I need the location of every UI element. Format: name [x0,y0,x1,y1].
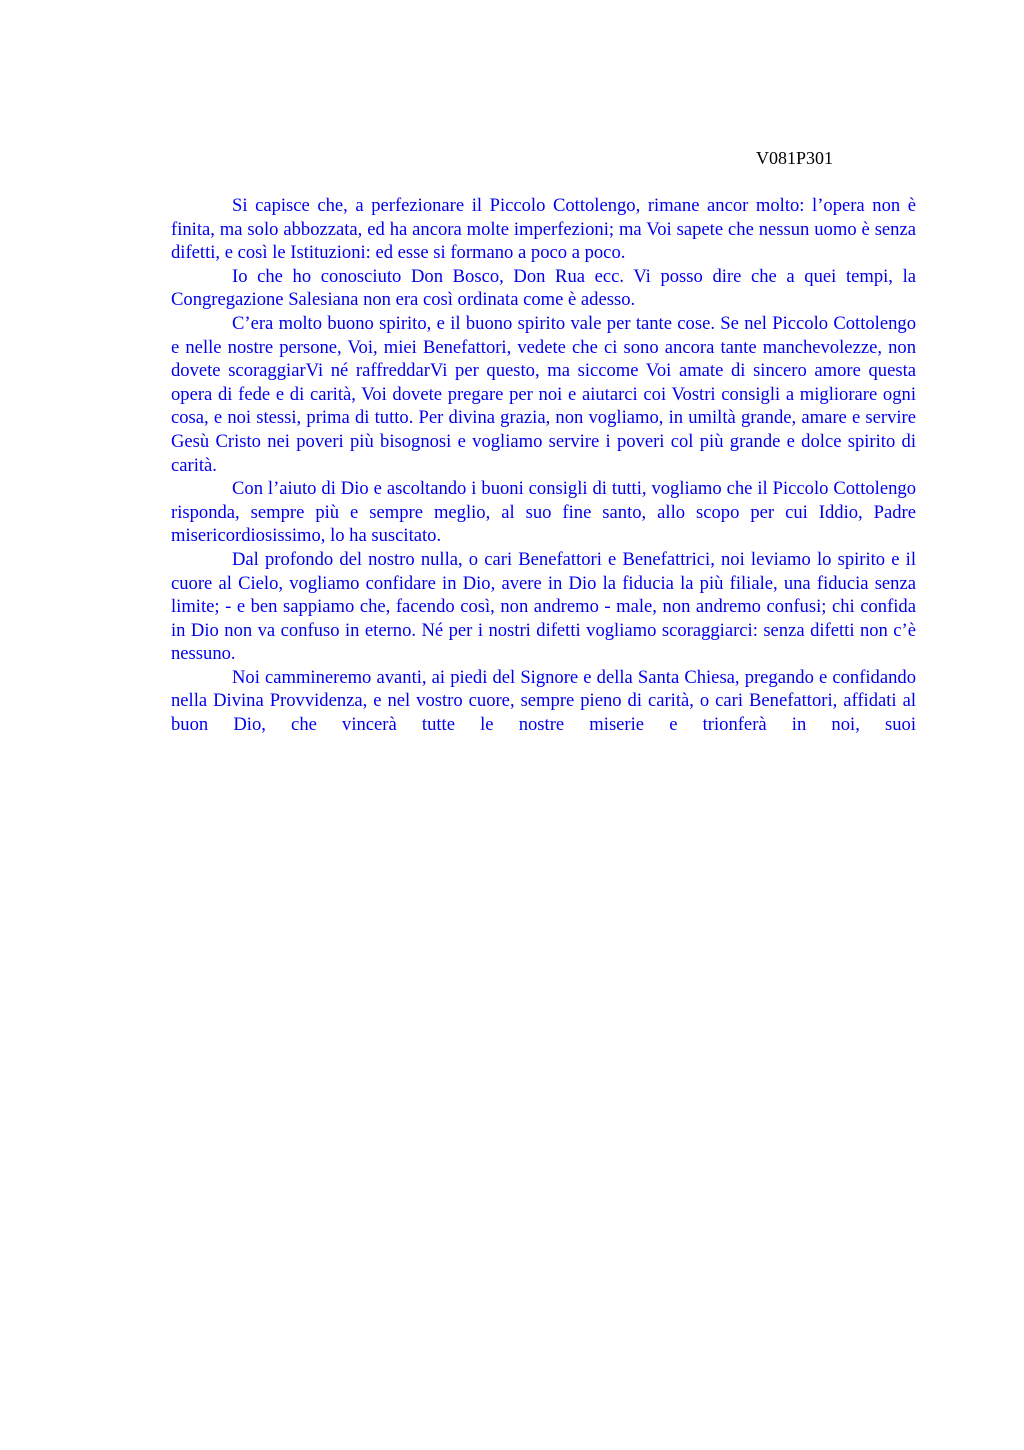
paragraph-5: Dal profondo del nostro nulla, o cari Benefattori e Benefattrici, noi leviamo lo spirito e il cuore al Cielo, vogliamo confidare in Dio, avere in Dio la fiducia la più filiale, una fiducia senza limite; - e ben sappiamo che, facendo così, non andremo - male, non andremo confusi; chi confida in Dio non va confuso in eterno. Né per i nostri difetti vogliamo scoraggiarci: senza difetti non c’è nessuno. [171,548,916,665]
paragraph-6: Noi cammineremo avanti, ai piedi del Signore e della Santa Chiesa, pregando e confidando nella Divina Provvidenza, e nel vostro cuore, sempre pieno di carità, o cari Benefattori, affidati al buon Dio, che vincerà tutte le nostre miserie e trionferà in noi, suoi [171,666,916,736]
paragraph-1: Si capisce che, a perfezionare il Piccolo Cottolengo, rimane ancor molto: l’opera non è finita, ma solo abbozzata, ed ha ancora molte imperfezioni; ma Voi sapete che nessun uomo è senza difetti, e così le Istituzioni: ed esse si formano a poco a poco. [171,195,916,264]
paragraph-4: Con l’aiuto di Dio e ascoltando i buoni consigli di tutti, vogliamo che il Piccolo Cottolengo risponda, sempre più e sempre meglio, al suo fine santo, allo scopo per cui Iddio, Padre misericordiosissimo, lo ha suscitato. [171,478,916,547]
paragraph-2: Io che ho conosciuto Don Bosco, Don Rua ecc. Vi posso dire che a quei tempi, la Congregazione Salesiana non era così ordinata come è adesso. [171,265,916,311]
body-text [171,194,916,737]
page-code: V081P301 [756,148,834,168]
paragraph-3: C’era molto buono spirito, e il buono spirito vale per tante cose. Se nel Piccolo Cottolengo e nelle nostre persone, Voi, miei Benefattori, vedete che ci sono ancora tante manchevolezze, non dovete scoraggiarVi né raffreddarVi per questo, ma siccome Voi amate di sincero amore questa opera di fede e di carità, Voi dovete pregare per noi e aiutarci coi Vostri consigli a migliorare ogni cosa, e noi stessi, prima di tutto. Per divina grazia, non vogliamo, in umiltà grande, amare e servire Gesù Cristo nei poveri più bisognosi e vogliamo servire i poveri col più grande e dolce spirito di carità. [171,312,916,476]
